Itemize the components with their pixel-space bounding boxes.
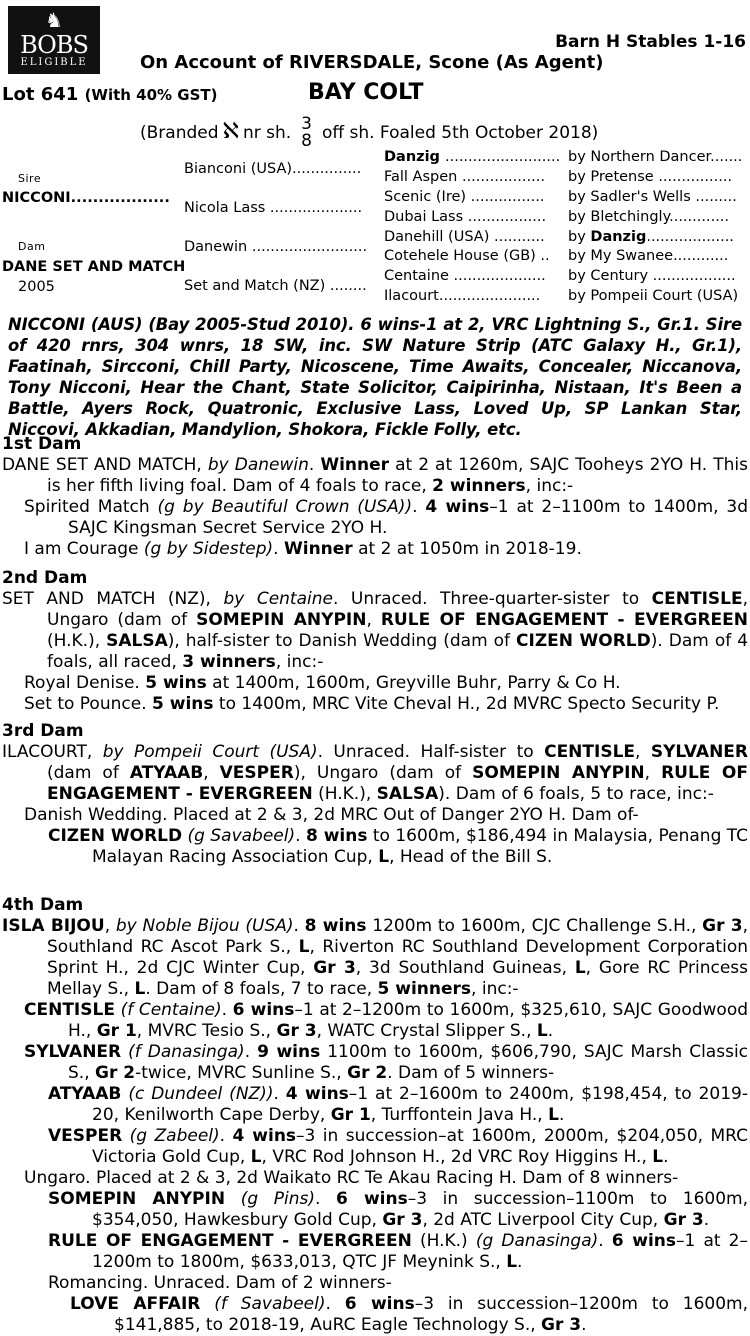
gg-grandparent: by Bletchingly............. (568, 209, 730, 225)
great-grandparent: Cotehele House (GB) .. (384, 248, 550, 264)
sire-label: Sire (18, 172, 42, 185)
third-dam-section (2, 721, 748, 868)
progeny-entry: Romancing. Unraced. Dam of 2 winners- (48, 1273, 392, 1293)
dam-name: DANE SET AND MATCH (2, 259, 186, 275)
progeny-entry: SOMEPIN ANYPIN (g Pins). 6 wins–3 in succession–1100m to 1600m, $354,050, Hawkesbury Gold Cup, Gr 3, 2d ATC Liverpool City Cup, Gr 3. (48, 1189, 748, 1230)
great-grandparent: Danzig ......................... (384, 149, 561, 165)
progeny-entry: VESPER (g Zabeel). 4 wins–3 in succession–at 1600m, 2000m, $204,050, MRC Victoria Gold Cup, L, VRC Rod Johnson H., 2d VRC Roy Higgins H., L. (48, 1126, 748, 1167)
gg-grandparent: by Pretense ................ (568, 169, 733, 185)
progeny-entry: LOVE AFFAIR (f Savabeel). 6 wins–3 in succession–1200m to 1600m, $141,885, to 2018-19, AuRC Eagle Technology S., Gr 3. (70, 1294, 748, 1335)
dam-entry: ISLA BIJOU, by Noble Bijou (USA). 8 wins 1200m to 1600m, CJC Challenge S.H., Gr 3, Southland RC Ascot Park S., L, Riverton RC Southland Development Corporation Sprint H., 2d CJC Winter Cup, Gr 3, 3d Southland Guineas, L, Gore RC Princess Mellay S., L. Dam of 8 foals, 7 to race, 5 winners, inc:- (2, 916, 749, 999)
section-heading: 3rd Dam (2, 721, 84, 741)
grandparent: Nicola Lass .................... (184, 200, 363, 216)
gg-grandparent: by Sadler's Wells ......... (568, 189, 737, 205)
great-grandparent: Danehill (USA) ........... (384, 229, 545, 245)
gg-grandparent: by Pompeii Court (USA) (568, 288, 739, 304)
gg-grandparent: by Century .................. (568, 268, 736, 284)
section-heading: 1st Dam (2, 434, 82, 454)
gg-grandparent: by My Swanee............ (568, 248, 729, 264)
grandparent: Danewin ......................... (184, 239, 368, 255)
second-dam-section (2, 568, 748, 715)
progeny-entry: Ungaro. Placed at 2 & 3, 2d Waikato RC Te Akau Racing H. Dam of 8 winners- (24, 1168, 679, 1188)
dam-year: 2005 (18, 279, 55, 295)
section-heading: 2nd Dam (2, 568, 88, 588)
grandparent: Set and Match (NZ) ........ (184, 278, 367, 294)
sire-name: NICCONI.................. (2, 190, 170, 206)
barn-location: Barn H Stables 1-16 (555, 32, 746, 52)
progeny-entry: Royal Denise. 5 wins at 1400m, 1600m, Greyville Buhr, Parry & Co H. (24, 673, 621, 693)
progeny-entry: RULE OF ENGAGEMENT - EVERGREEN (H.K.) (g Danasinga). 6 wins–1 at 2–1200m to 1800m, $633,013, QTC JF Meynink S., L. (48, 1231, 748, 1272)
dam-label: Dam (18, 240, 46, 253)
horse-icon: ♞ (45, 8, 63, 32)
section-heading: 4th Dam (2, 895, 84, 915)
progeny-entry: SYLVANER (f Danasinga). 9 wins 1100m to 1600m, $606,790, SAJC Marsh Classic S., Gr 2-twice, MVRC Sunline S., Gr 2. Dam of 5 winners- (24, 1042, 749, 1083)
brand-symbol-icon: ℵ (222, 119, 239, 144)
progeny-entry: CENTISLE (f Centaine). 6 wins–1 at 2–1200m to 1600m, $325,610, SAJC Goodwood H., Gr 1, MVRC Tesio S., Gr 3, WATC Crystal Slipper S., L. (24, 1000, 749, 1041)
progeny-entry: I am Courage (g by Sidestep). Winner at 2 at 1050m in 2018-19. (24, 539, 582, 559)
horse-description: BAY COLT (308, 80, 424, 105)
progeny-entry: ATYAAB (c Dundeel (NZ)). 4 wins–1 at 2–1600m to 2400m, $198,454, to 2019-20, Kenilworth Cape Derby, Gr 1, Turffontein Java H., L. (48, 1084, 748, 1125)
sire-summary: NICCONI (AUS) (Bay 2005-Stud 2010). 6 wins-1 at 2, VRC Lightning S., Gr.1. Sire of 420 rnrs, 304 wnrs, 18 SW, inc. SW Nature Strip (ATC Galaxy H., Gr.1), Faatinah, Sircconi, Chill Party, Nicoscene, Time Awaits, Concealer, Niccanova, Tony Nicconi, Hear the Chant, State Solicitor, Caipirinha, Nistaan, It's Been a Battle, Ayers Rock, Quatronic, Exclusive Lass, Loved Up, SP Lankan Star, Niccovi, Akkadian, Mandylion, Shokora, Fickle Folly, etc. (8, 315, 742, 439)
first-dam-section (2, 434, 748, 560)
vendor-account: On Account of RIVERSDALE, Scone (As Agent) (140, 52, 604, 73)
gg-grandparent: by Northern Dancer....... (568, 149, 743, 165)
great-grandparent: Dubai Lass ................. (384, 209, 547, 225)
great-grandparent: Fall Aspen .................. (384, 169, 545, 185)
great-grandparent: Scenic (Ire) ................ (384, 189, 545, 205)
progeny-entry: CIZEN WORLD (g Savabeel). 8 wins to 1600m, $186,494 in Malaysia, Penang TC Malayan Racing Association Cup, L, Head of the Bill S. (48, 826, 749, 867)
great-grandparent: Centaine .................... (384, 268, 546, 284)
brand-info: (Branded ℵ nr sh. 3 8 off sh. Foaled 5th October 2018) (140, 114, 599, 151)
dam-entry: SET AND MATCH (NZ), by Centaine. Unraced. Three-quarter-sister to CENTISLE, Ungaro (dam of SOMEPIN ANYPIN, RULE OF ENGAGEMENT - EVERGREEN (H.K.), SALSA), half-sister to Danish Wedding (dam of CIZEN WORLD). Dam of 4 foals, all raced, 3 winners, inc:- (2, 589, 749, 672)
lot-number: Lot 641 (With 40% GST) (2, 84, 218, 105)
progeny-entry: Spirited Match (g by Beautiful Crown (USA)). 4 wins–1 at 2–1100m to 1400m, 3d SAJC Kingsman Secret Service 2YO H. (24, 497, 748, 538)
bobs-eligible-logo: ♞ BOBS ELIGIBLE (8, 6, 100, 74)
progeny-entry: Set to Pounce. 5 wins to 1400m, MRC Vite Cheval H., 2d MVRC Specto Security P. (24, 694, 720, 714)
progeny-entry: Danish Wedding. Placed at 2 & 3, 2d MRC Out of Danger 2YO H. Dam of- (24, 805, 639, 825)
grandparent: Bianconi (USA)............... (184, 161, 362, 177)
great-grandparent: Ilacourt...................... (384, 288, 541, 304)
gg-grandparent: by Danzig................... (568, 229, 734, 245)
dam-entry: DANE SET AND MATCH, by Danewin. Winner at 2 at 1260m, SAJC Tooheys 2YO H. This is her fifth living foal. Dam of 4 foals to race, 2 winners, inc:- (2, 455, 748, 496)
fourth-dam-section (2, 895, 748, 1336)
dam-entry: ILACOURT, by Pompeii Court (USA). Unraced. Half-sister to CENTISLE, SYLVANER (dam of ATYAAB, VESPER), Ungaro (dam of SOMEPIN ANYPIN, RULE OF ENGAGEMENT - EVERGREEN (H.K.), SALSA). Dam of 6 foals, 5 to race, inc:- (2, 742, 749, 804)
